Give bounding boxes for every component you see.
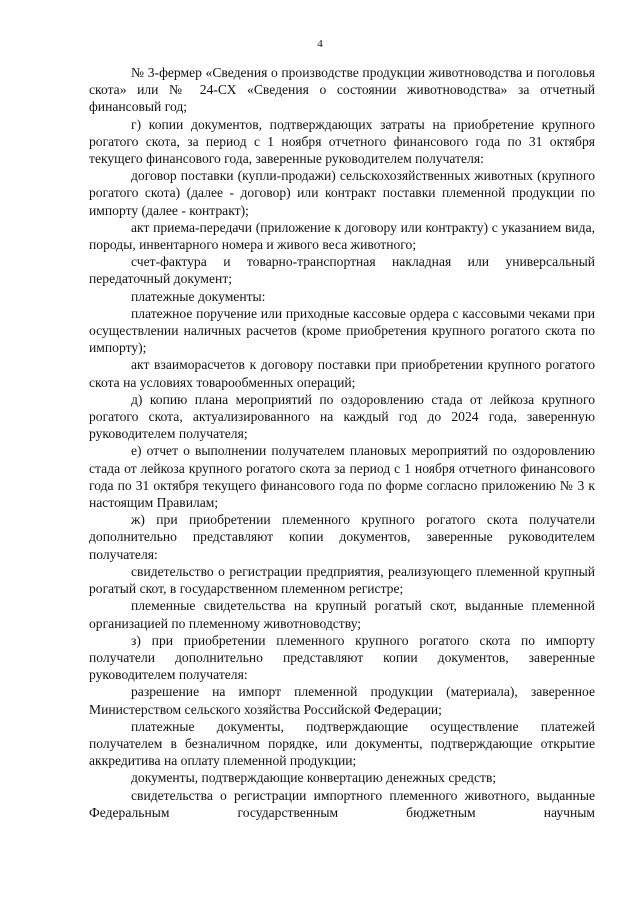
paragraph-4: акт приема-передачи (приложение к договору или контракту) с указанием вида, породы, инвентарного номера и живого веса животного; <box>89 219 595 253</box>
paragraph-11: ж) при приобретении племенного крупного рогатого скота получатели дополнительно представляют копии документов, заверенные руководителем получателя: <box>89 512 595 562</box>
paragraph-5: счет-фактура и товарно-транспортная накладная или универсальный передаточный документ; <box>89 254 595 287</box>
paragraph-15: разрешение на импорт племенной продукции (материала), заверенное Министерством сельского хозяйства Российской Федерации; <box>89 684 595 717</box>
paragraph-13: племенные свидетельства на крупный рогатый скот, выданные племенной организацией по племенному животноводству; <box>89 598 595 631</box>
page-number: 4 <box>317 38 323 50</box>
paragraph-9: д) копию плана мероприятий по оздоровлению стада от лейкоза крупного рогатого скота, актуализированного на каждый год до 2024 года, заверенную руководителем получателя; <box>89 391 595 442</box>
paragraph-3: договор поставки (купли-продажи) сельскохозяйственных животных (крупного рогатого скота) (далее - договор) или контракт поставки племенной продукции по импорту (далее - контракт); <box>89 168 595 218</box>
paragraph-6: платежные документы: <box>131 288 266 304</box>
paragraph-18: свидетельства о регистрации импортного племенного животного, выданные Федеральным государственным бюджетным научным <box>89 787 595 820</box>
paragraph-16: платежные документы, подтверждающие осуществление платежей получателем в безналичном порядке, или документы, подтверждающие открытие аккредитива на оплату племенной продукции; <box>89 718 595 769</box>
document-body <box>89 64 595 821</box>
paragraph-1: № 3-фермер «Сведения о производстве продукции животноводства и поголовья скота» или № 24-СХ «Сведения о состоянии животноводства» за отчетный финансовый год; <box>89 65 595 115</box>
paragraph-12: свидетельство о регистрации предприятия, реализующего племенной крупный рогатый скот, в государственном племенном регистре; <box>89 563 595 597</box>
paragraph-7: платежное поручение или приходные кассовые ордера с кассовыми чеками при осуществлении наличных расчетов (кроме приобретения крупного рогатого скота по импорту); <box>89 305 595 356</box>
paragraph-17: документы, подтверждающие конвертацию денежных средств; <box>131 770 497 786</box>
paragraph-14: з) при приобретении племенного крупного рогатого скота по импорту получатели дополнительно представляют копии документов, заверенные руководителем получателя: <box>89 632 595 683</box>
paragraph-2: г) копии документов, подтверждающих затраты на приобретение крупного рогатого скота, за период с 1 ноября отчетного финансового года по 31 октября текущего финансового года, заверенные руководителем получателя: <box>89 116 595 167</box>
paragraph-10: е) отчет о выполнении получателем плановых мероприятий по оздоровлению стада от лейкоза крупного рогатого скота за период с 1 ноября отчетного финансового года по 31 октября текущего финансового года по форме согласно приложению № 3 к настоящим Правилам; <box>89 443 595 511</box>
paragraph-8: акт взаиморасчетов к договору поставки при приобретении крупного рогатого скота на условиях товарообменных операций; <box>89 357 595 390</box>
